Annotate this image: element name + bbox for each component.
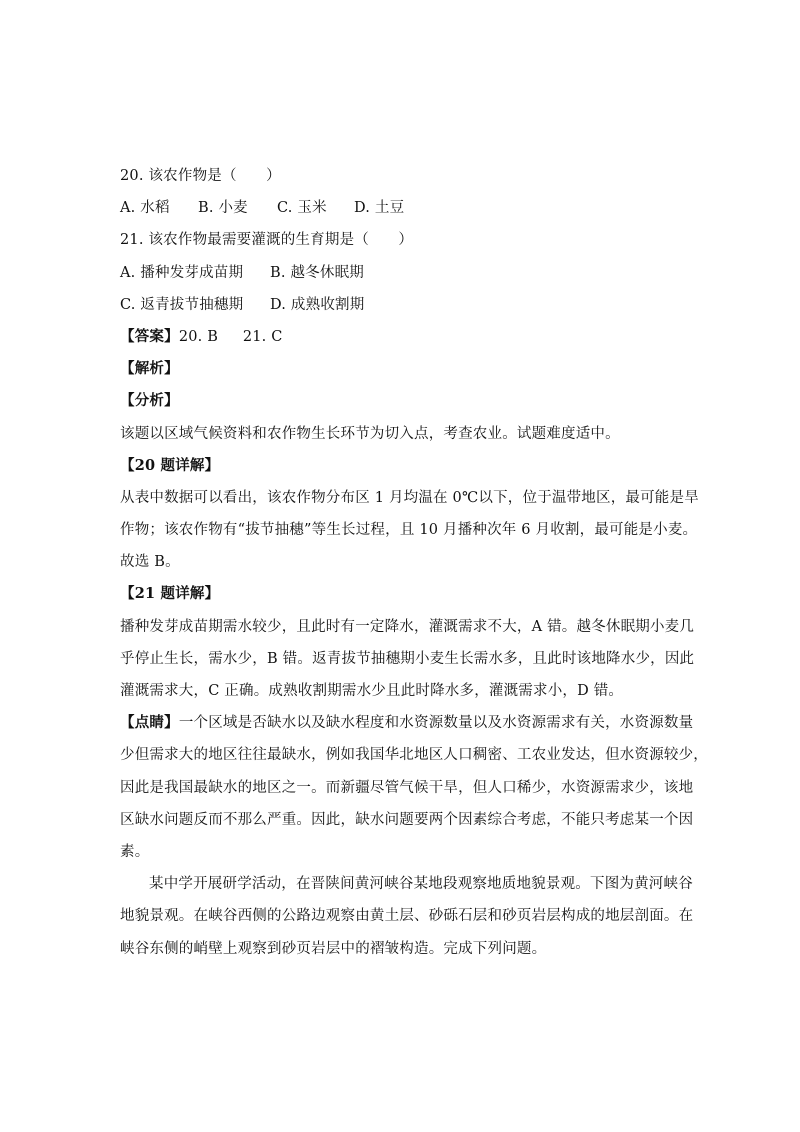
dianjing-line: 因此是我国最缺水的地区之一。而新疆尽管气候干旱，但人口稀少，水资源需求少，该地 xyxy=(120,779,694,796)
analysis-heading: 【解析】 xyxy=(120,360,179,378)
question-20-options xyxy=(120,192,680,224)
detail-21-heading: 【21 题详解】 xyxy=(120,585,220,603)
q20-option-a: A. 水稻 xyxy=(120,200,170,217)
document-page xyxy=(120,160,708,965)
intro-line: 某中学开展研学活动，在晋陕间黄河峡谷某地段观察地质地貌景观。下图为黄河峡谷 xyxy=(149,876,693,893)
dianjing-line: 素。 xyxy=(120,843,150,860)
q21-option-d: D. 成熟收割期 xyxy=(270,296,365,313)
detail-20-line: 从表中数据可以看出，该农作物分布区 1 月均温在 0℃以下，位于温带地区，最可能是旱 xyxy=(120,489,699,506)
detail-20-heading: 【20 题详解】 xyxy=(120,456,220,474)
q20-option-d: D. 土豆 xyxy=(354,200,405,217)
answer-21: 21. C xyxy=(242,328,283,345)
detail-21-line: 灌溉需求大，C 正确。成熟收割期需水少且此时降水多，灌溉需求小，D 错。 xyxy=(120,683,624,699)
dianjing-line: 少但需求大的地区往往最缺水，例如我国华北地区人口稠密、工农业发达，但水资源较少， xyxy=(120,747,708,764)
detail-20-line: 作物；该农作物有“拔节抽穗”等生长过程，且 10 月播种次年 6 月收割，最可能是小麦。 xyxy=(120,522,698,539)
intro-line: 地貌景观。在峡谷西侧的公路边观察由黄土层、砂砾石层和砂页岩层构成的地层剖面。在 xyxy=(120,908,694,925)
dianjing-label: 【点睛】 xyxy=(120,714,179,732)
dianjing-first-line xyxy=(120,707,694,739)
question-21-options-row1 xyxy=(120,257,680,289)
question-20-stem: 20. 该农作物是（ ） xyxy=(120,168,281,184)
answer-line xyxy=(120,321,680,353)
fenxi-text: 该题以区域气候资料和农作物生长环节为切入点，考查农业。试题难度适中。 xyxy=(120,425,620,442)
answer-20: 20. B xyxy=(178,328,219,345)
dianjing-line: 区缺水问题反而不那么严重。因此，缺水问题要两个因素综合考虑，不能只考虑某一个因 xyxy=(120,811,694,828)
detail-21-line: 播种发芽成苗期需水较少，且此时有一定降水，灌溉需求不大，A 错。越冬休眠期小麦几 xyxy=(120,618,695,635)
q21-option-a: A. 播种发芽成苗期 xyxy=(120,264,244,281)
intro-line: 峡谷东侧的峭壁上观察到砂页岩层中的褶皱构造。完成下列问题。 xyxy=(120,940,547,957)
question-21-options-row2 xyxy=(120,289,680,321)
answer-label: 【答案】 xyxy=(120,327,179,345)
fenxi-heading: 【分析】 xyxy=(120,392,179,410)
q20-option-c: C. 玉米 xyxy=(277,200,327,217)
detail-21-line: 乎停止生长，需水少，B 错。返青拔节抽穗期小麦生长需水多，且此时该地降水少，因此 xyxy=(120,650,695,667)
dianjing-first-text: 一个区域是否缺水以及缺水程度和水资源数量以及水资源需求有关，水资源数量 xyxy=(178,715,694,732)
detail-20-line: 故选 B。 xyxy=(120,554,180,571)
question-21-stem: 21. 该农作物最需要灌溉的生育期是（ ） xyxy=(120,232,414,249)
q20-option-b: B. 小麦 xyxy=(198,200,248,217)
q21-option-b: B. 越冬休眠期 xyxy=(270,264,364,281)
q21-option-c: C. 返青拔节抽穗期 xyxy=(120,296,244,313)
